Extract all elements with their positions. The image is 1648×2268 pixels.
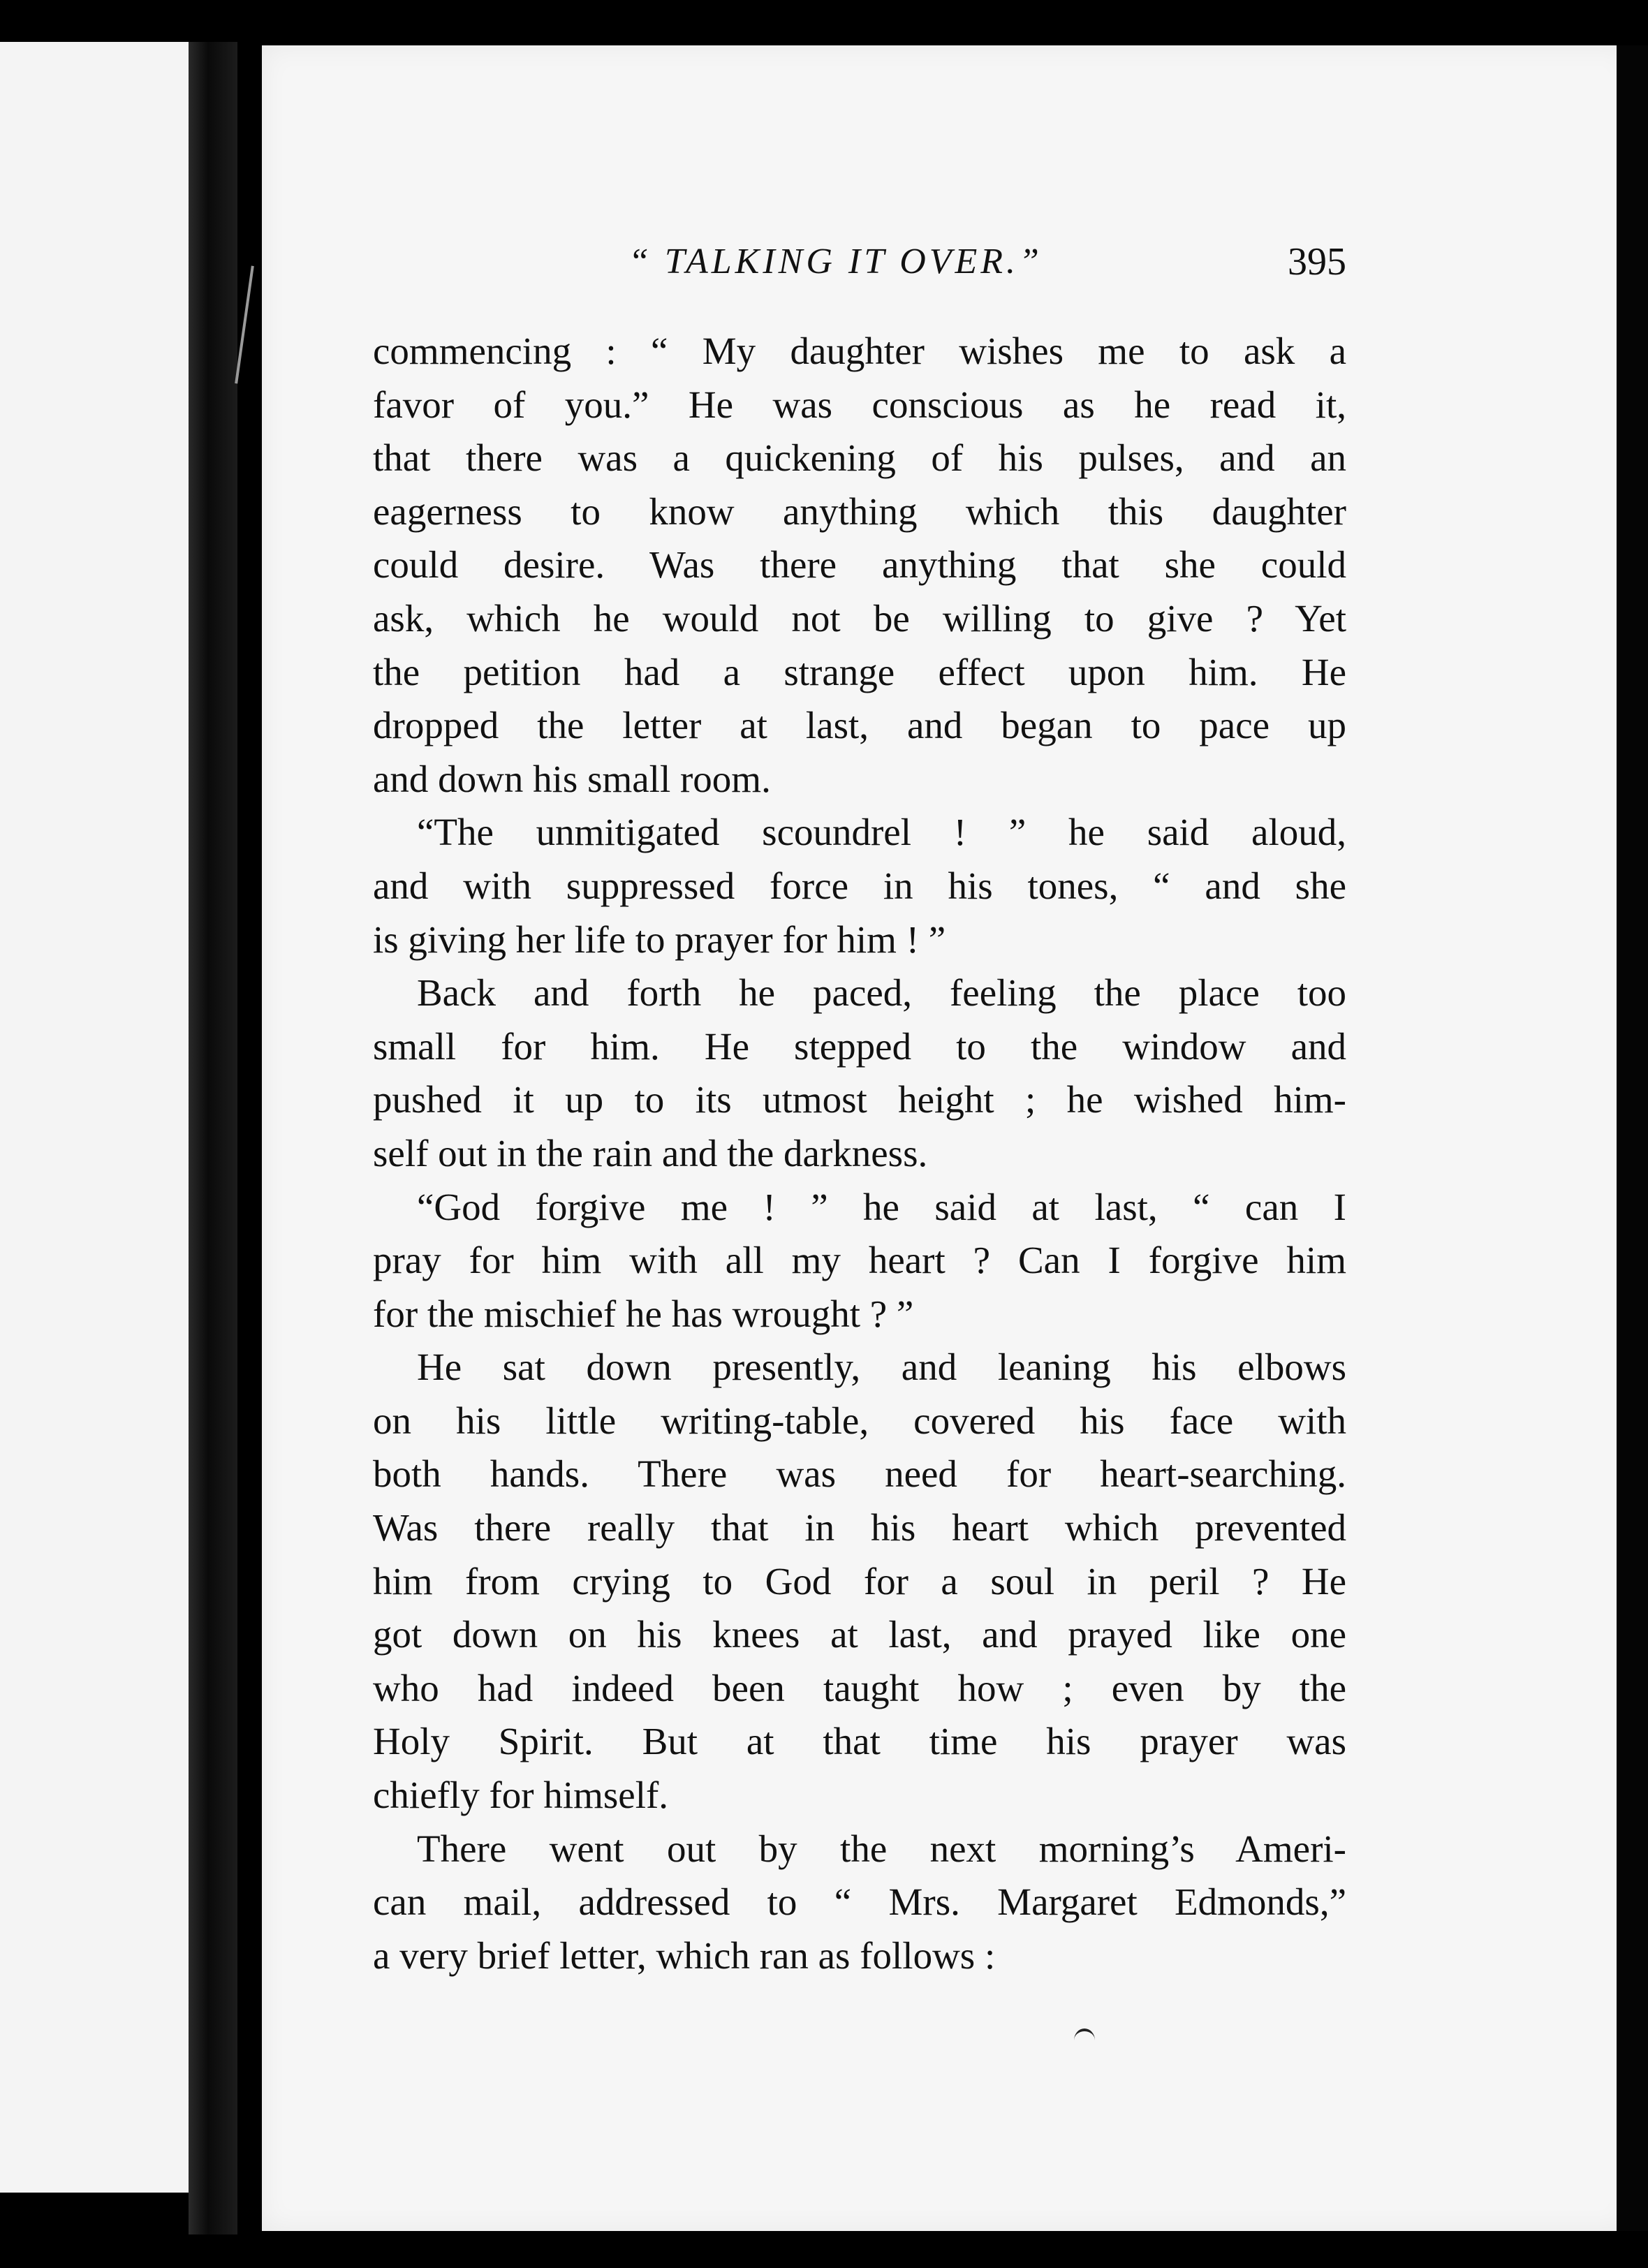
text-line: got down on his knees at last, and prayed like one [373, 1613, 1346, 1656]
text-line: pray for him with all my heart ? Can I forgive him [373, 1239, 1346, 1282]
text-line: a very brief letter, which ran as follows : [373, 1934, 996, 1977]
page-crease [235, 266, 254, 384]
page-number: 395 [1288, 240, 1346, 284]
text-line: “The unmitigated scoundrel ! ” he said aloud, [417, 811, 1346, 854]
text-line: could desire. Was there anything that she could [373, 543, 1346, 587]
text-line: small for him. He stepped to the window and [373, 1024, 1346, 1068]
book-gutter [189, 42, 237, 2234]
text-line: dropped the letter at last, and began to pace up [373, 704, 1346, 747]
text-line: Was there really that in his heart which prevented [373, 1506, 1346, 1549]
text-line: He sat down presently, and leaning his elbows [417, 1346, 1346, 1389]
text-line: pushed it up to its utmost height ; he wished him- [373, 1078, 1346, 1121]
running-title: “ TALKING IT OVER.” [628, 242, 1043, 281]
page-edge [1617, 45, 1648, 2231]
text-line: and down his small room. [373, 757, 771, 800]
text-line: and with suppressed force in his tones, “ and she [373, 864, 1346, 907]
text-line: is giving her life to prayer for him ! ” [373, 918, 946, 961]
text-line: There went out by the next morning’s Ameri- [417, 1827, 1346, 1870]
text-line: who had indeed been taught how ; even by the [373, 1666, 1346, 1709]
text-line: that there was a quickening of his pulses, and an [373, 436, 1346, 480]
text-line: chiefly for himself. [373, 1774, 669, 1817]
text-line: both hands. There was need for heart-searching. [373, 1452, 1346, 1496]
text-line: self out in the rain and the darkness. [373, 1131, 928, 1174]
text-line: eagerness to know anything which this daughter [373, 489, 1346, 533]
text-line: Holy Spirit. But at that time his prayer was [373, 1720, 1346, 1763]
text-line: him from crying to God for a soul in peril ? He [373, 1559, 1346, 1603]
text-line: “God forgive me ! ” he said at last, “ can I [417, 1185, 1346, 1228]
page-body-text [373, 325, 1346, 1982]
text-line: commencing : “ My daughter wishes me to ask a [373, 330, 1346, 372]
text-line: favor of you.” He was conscious as he read it, [373, 383, 1346, 426]
text-line: on his little writing-table, covered his face with [373, 1399, 1346, 1442]
text-line: for the mischief he has wrought ? ” [373, 1292, 914, 1335]
ink-mark [1074, 2028, 1095, 2052]
running-header [377, 234, 1346, 290]
text-line: Back and forth he paced, feeling the place too [417, 971, 1346, 1015]
previous-page [0, 42, 196, 2193]
text-line: can mail, addressed to “ Mrs. Margaret Edmonds,” [373, 1880, 1346, 1924]
text-line: the petition had a strange effect upon him. He [373, 650, 1346, 693]
text-line: ask, which he would not be willing to give ? Yet [373, 596, 1346, 640]
